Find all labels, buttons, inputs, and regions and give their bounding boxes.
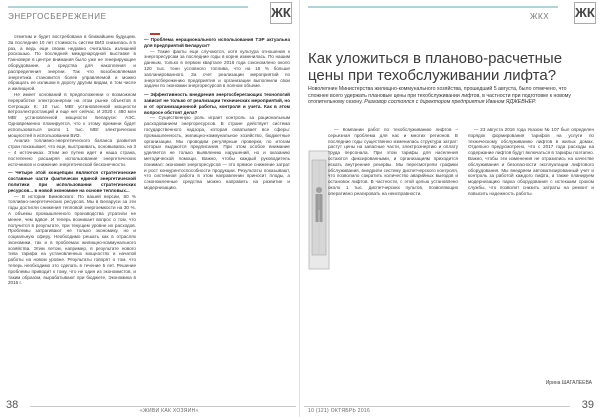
- page-footer: [300, 398, 600, 412]
- lead-interviewee: Разговор состоялся с директором предприятия Иваном ЯДЖЕВНЕР.: [364, 99, 537, 106]
- paragraph: — Существенную роль играет контроль за рациональным расходованием энергоресурсов. В стране действует система государственного надзора, которая охватывает все сферы: промышленность, жилищно-коммунальное хозяйство, бюджетные организации. Мы проводим регулярные проверки, по итогам которых выдаются предписания. При этом особое внимание уделяется не только выявлению нарушений, но и оказанию методической помощи. Важно, чтобы каждый руководитель понимал: экономия энергоресурсов — это прямое снижение затрат и рост конкурентоспособности продукции. Результаты показывают, что системная работа в этом направлении приносит плоды, а сэкономленные средства можно направить на развитие и модернизацию.: [144, 115, 290, 190]
- section-label: ЖКХ: [530, 12, 550, 21]
- article-author: Ирина ШАГАЛЕЕВА: [545, 380, 592, 386]
- paragraph: Анализ топливно-энергетического баланса развития стран показывает, что еще, выстраивать, основываясь на 3 – 4 источниках. Этим же путем идет и наша страна, постепенно расширяя использование энергетических источников и снижение энергетической бесконечности.: [8, 138, 136, 167]
- footer-rule: [30, 406, 296, 407]
- page-number: 39: [581, 399, 594, 411]
- article-column-1: [8, 34, 136, 389]
- lead-text: Новолепнин Министерства жилищно-коммунального хозяйства, прошедший 5 августа, было отмечено, что сложнее всего удержать плановые цены при техобслуживании лифтов, в частности при подготовке к новому отопительному сезону.: [308, 86, 571, 106]
- paragraph: — В истории Бимовского: По вашей версии, 80 % топливно-энергетических ресурсов. Мы в Беларуси за эти годы достигли снижения тепловой энергоемкости на 30 %. А объемы промышленного производства утратили не менее, чем вдвое. И теперь возникает вопрос о том, что получится в результате, при текущем уровне их расходов. Проблемы затрагивают не только экономику, но и социальную сферу. Необходимо решать как в отраслях экономики, так и в проблемах жилищно-коммунального хозяйства. Этим летом, например, в результате нового типа тарифа на установленных мощностях и начатой работы на новом уровне. Результаты говорят о том, что теперь необходимо это сделать в течение 5 лет. Решение проблемы приводит к тому, что не один из экономистов, и таким образом, вырабатывают при бюджете, Экономика в 2016 г.: [8, 193, 136, 286]
- interview-question: — Четыре этой концепции являются стратегические составные части фактически единой энергетической политики при использовании стратегических ресурсов... в новой экономике на основе тепловых...: [8, 170, 136, 193]
- elevator-illustration-icon: [308, 150, 330, 270]
- article-column-2: [468, 127, 594, 389]
- header-rule: [308, 6, 558, 8]
- interview-question: — Проблема нерационального использования ТЭР актуальна для предприятий Беларуси?: [144, 37, 290, 48]
- header-rule: [8, 6, 248, 8]
- article-column-1: [328, 127, 458, 389]
- page-number: 38: [6, 399, 19, 411]
- article-lead: [308, 86, 588, 106]
- article-title: Как уложиться в планово-расчетные цены при техобслуживании лифта?: [308, 50, 563, 85]
- issue-info: 10 (121) ОКТЯБРЬ 2016: [308, 408, 371, 414]
- paragraph: отметим и будет востребована в ближайшем будущем. За последние 10 лет стоимость систем ВИЗ снизилась в 5 раз, а ведь еще своим недавно считалась излишней роскошью. По последней международной выставке в Ганновере в центре внимания было уже не генерирующее оборудование, а средства для накопления и распределения энергии. Так что возобновляемая энергетика становится более управляемой и можно обращать ее излишки в дорогу другим видам, в том числе и жилищной.: [8, 34, 136, 92]
- footer-rule: [304, 406, 570, 407]
- paragraph: — Компании работ по техобслуживанию лифтов – серьезная проблема для нас и многих регионов. В последние годы существенно изменилась структура затрат: растут цены на запасные части, электроэнергию и оплату труда персонала. При этом тарифы для населения остаются фиксированными, и организациям приходится искать внутренние резервы. Мы пересмотрели графики обслуживания, внедрили систему диспетчерского контроля, что позволило сократить количество аварийных выездов и остановок лифтов. В частности, с этой целью установлено около 1 тыс. диспетчерских пультов, позволяющих оперативно реагировать на неисправности.: [328, 127, 458, 196]
- magazine-logo-icon: ЖК: [270, 2, 292, 24]
- paragraph: — 23 августа 2016 года Указом № 107 был определен порядок формирования тарифов на услуги по техническому обслуживанию лифтов в жилых домах. Отдельно предусмотрено, что с 2017 года расходы на содержание лифтов будут включаться в тарифы поэтапно. Важно, чтобы эти изменения не отразились на качестве обслуживания и безопасности эксплуатации лифтового оборудования. Мы внедряем автоматизированный учет и контроль за работой каждого лифта, а также планируем модернизацию парка оборудования с истекшим сроком службы, что позволит снизить затраты на ремонт и повысить надежность работы.: [468, 127, 594, 196]
- right-page: [300, 0, 600, 417]
- magazine-name: «ЖИВИ КАК ХОЗЯИН»: [140, 408, 199, 414]
- article-column-2: [144, 34, 290, 389]
- page-footer: [0, 398, 300, 412]
- section-label: ЭНЕРГОСБЕРЕЖЕНИЕ: [8, 12, 107, 21]
- interview-question: — Эффективность внедрения энергосберегающих технологий зависит не только от реализации технических мероприятий, но и от организационной работы, контроля и учета. Как в этом вопросе обстоят дела?: [144, 92, 290, 115]
- paragraph: Не имеет оснований в предположении о возможном переработке электроэнергии на этом рынке объектов в Сетрощах К: 10 тыс. МВт установленной мощности ветроэлектростанций и еще нет сейчас. И 2020 г. 480 млн МВт установленной мощности Беларуси: АЭС. Одновременно планируется, что к этому времени будет использоваться около 1 тыс. МВт электрических мощностей в использовании ВИЗ.: [8, 91, 136, 138]
- magazine-logo-icon: ЖК: [574, 2, 596, 24]
- paragraph: — Такие факты еще случаются, хотя культура отношения к энергоресурсам за последние годы в корне изменилась. По нашим данным, только в первом квартале 2016 года сэкономлено около 120 тыс. тонн условного топлива, что на 16 % больше запланированного. За счет реализации мероприятий по энергосбережению предприятия и организации выполнили свои задачи по экономии энергоресурсов в полном объеме.: [144, 48, 290, 89]
